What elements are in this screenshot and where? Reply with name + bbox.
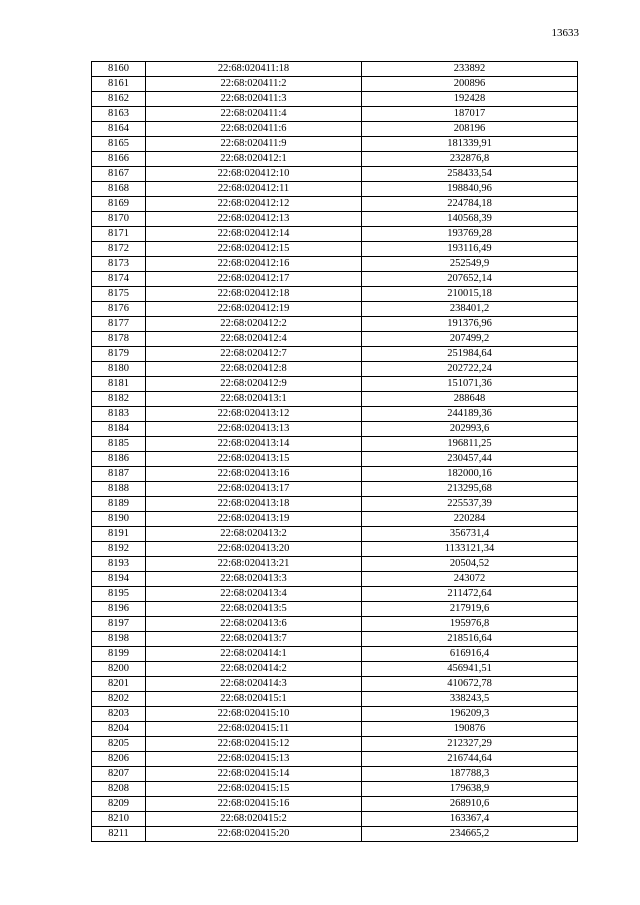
row-number-cell: 8207: [92, 767, 146, 782]
table-row: [92, 827, 578, 842]
value-cell: 187788,3: [362, 767, 578, 782]
cadastral-value-table: [91, 61, 578, 842]
table-row: [92, 677, 578, 692]
row-number-cell: 8204: [92, 722, 146, 737]
cadastral-number-cell: 22:68:020412:4: [146, 332, 362, 347]
row-number-cell: 8162: [92, 92, 146, 107]
row-number-cell: 8209: [92, 797, 146, 812]
cadastral-number-cell: 22:68:020415:14: [146, 767, 362, 782]
cadastral-number-cell: 22:68:020414:2: [146, 662, 362, 677]
cadastral-number-cell: 22:68:020413:4: [146, 587, 362, 602]
value-cell: 218516,64: [362, 632, 578, 647]
value-cell: 212327,29: [362, 737, 578, 752]
value-cell: 140568,39: [362, 212, 578, 227]
cadastral-number-cell: 22:68:020412:16: [146, 257, 362, 272]
cadastral-number-cell: 22:68:020415:20: [146, 827, 362, 842]
row-number-cell: 8208: [92, 782, 146, 797]
cadastral-number-cell: 22:68:020415:13: [146, 752, 362, 767]
row-number-cell: 8193: [92, 557, 146, 572]
cadastral-number-cell: 22:68:020413:3: [146, 572, 362, 587]
table-row: [92, 272, 578, 287]
row-number-cell: 8180: [92, 362, 146, 377]
table-body: [92, 62, 578, 842]
row-number-cell: 8194: [92, 572, 146, 587]
row-number-cell: 8182: [92, 392, 146, 407]
cadastral-number-cell: 22:68:020412:13: [146, 212, 362, 227]
cadastral-number-cell: 22:68:020412:7: [146, 347, 362, 362]
table-row: [92, 77, 578, 92]
table-row: [92, 767, 578, 782]
row-number-cell: 8165: [92, 137, 146, 152]
row-number-cell: 8181: [92, 377, 146, 392]
table-row: [92, 797, 578, 812]
value-cell: 196811,25: [362, 437, 578, 452]
cadastral-number-cell: 22:68:020413:16: [146, 467, 362, 482]
table-row: [92, 752, 578, 767]
value-cell: 196209,3: [362, 707, 578, 722]
row-number-cell: 8170: [92, 212, 146, 227]
cadastral-number-cell: 22:68:020413:2: [146, 527, 362, 542]
row-number-cell: 8167: [92, 167, 146, 182]
cadastral-number-cell: 22:68:020414:1: [146, 647, 362, 662]
value-cell: 187017: [362, 107, 578, 122]
value-cell: 238401,2: [362, 302, 578, 317]
cadastral-number-cell: 22:68:020412:1: [146, 152, 362, 167]
table-row: [92, 707, 578, 722]
value-cell: 151071,36: [362, 377, 578, 392]
row-number-cell: 8177: [92, 317, 146, 332]
value-cell: 190876: [362, 722, 578, 737]
value-cell: 225537,39: [362, 497, 578, 512]
row-number-cell: 8185: [92, 437, 146, 452]
value-cell: 243072: [362, 572, 578, 587]
table-row: [92, 137, 578, 152]
value-cell: 252549,9: [362, 257, 578, 272]
value-cell: 211472,64: [362, 587, 578, 602]
table-row: [92, 527, 578, 542]
cadastral-number-cell: 22:68:020412:18: [146, 287, 362, 302]
row-number-cell: 8174: [92, 272, 146, 287]
value-cell: 410672,78: [362, 677, 578, 692]
row-number-cell: 8191: [92, 527, 146, 542]
value-cell: 198840,96: [362, 182, 578, 197]
row-number-cell: 8189: [92, 497, 146, 512]
value-cell: 207652,14: [362, 272, 578, 287]
row-number-cell: 8203: [92, 707, 146, 722]
value-cell: 181339,91: [362, 137, 578, 152]
value-cell: 233892: [362, 62, 578, 77]
row-number-cell: 8206: [92, 752, 146, 767]
value-cell: 356731,4: [362, 527, 578, 542]
row-number-cell: 8202: [92, 692, 146, 707]
value-cell: 216744,64: [362, 752, 578, 767]
value-cell: 208196: [362, 122, 578, 137]
cadastral-number-cell: 22:68:020413:13: [146, 422, 362, 437]
table-row: [92, 647, 578, 662]
page-number: 13633: [551, 27, 579, 39]
value-cell: 258433,54: [362, 167, 578, 182]
row-number-cell: 8161: [92, 77, 146, 92]
table-row: [92, 812, 578, 827]
table-row: [92, 722, 578, 737]
table-row: [92, 122, 578, 137]
value-cell: 234665,2: [362, 827, 578, 842]
cadastral-number-cell: 22:68:020412:19: [146, 302, 362, 317]
cadastral-number-cell: 22:68:020415:10: [146, 707, 362, 722]
table-row: [92, 242, 578, 257]
cadastral-number-cell: 22:68:020412:15: [146, 242, 362, 257]
cadastral-number-cell: 22:68:020412:14: [146, 227, 362, 242]
value-cell: 288648: [362, 392, 578, 407]
table-row: [92, 452, 578, 467]
row-number-cell: 8171: [92, 227, 146, 242]
cadastral-number-cell: 22:68:020413:18: [146, 497, 362, 512]
table-row: [92, 497, 578, 512]
value-cell: 210015,18: [362, 287, 578, 302]
cadastral-number-cell: 22:68:020411:18: [146, 62, 362, 77]
value-cell: 20504,52: [362, 557, 578, 572]
table-row: [92, 632, 578, 647]
table-row: [92, 212, 578, 227]
table-row: [92, 227, 578, 242]
cadastral-number-cell: 22:68:020412:17: [146, 272, 362, 287]
table-row: [92, 737, 578, 752]
table-row: [92, 107, 578, 122]
table-row: [92, 332, 578, 347]
value-cell: 191376,96: [362, 317, 578, 332]
cadastral-number-cell: 22:68:020413:5: [146, 602, 362, 617]
table-row: [92, 152, 578, 167]
row-number-cell: 8169: [92, 197, 146, 212]
value-cell: 251984,64: [362, 347, 578, 362]
value-cell: 193769,28: [362, 227, 578, 242]
cadastral-number-cell: 22:68:020415:1: [146, 692, 362, 707]
cadastral-number-cell: 22:68:020413:12: [146, 407, 362, 422]
cadastral-number-cell: 22:68:020415:11: [146, 722, 362, 737]
row-number-cell: 8178: [92, 332, 146, 347]
cadastral-number-cell: 22:68:020411:3: [146, 92, 362, 107]
table-row: [92, 572, 578, 587]
table-row: [92, 167, 578, 182]
row-number-cell: 8190: [92, 512, 146, 527]
cadastral-number-cell: 22:68:020411:6: [146, 122, 362, 137]
cadastral-number-cell: 22:68:020412:12: [146, 197, 362, 212]
row-number-cell: 8172: [92, 242, 146, 257]
cadastral-number-cell: 22:68:020415:16: [146, 797, 362, 812]
cadastral-number-cell: 22:68:020413:15: [146, 452, 362, 467]
cadastral-number-cell: 22:68:020413:7: [146, 632, 362, 647]
row-number-cell: 8173: [92, 257, 146, 272]
row-number-cell: 8197: [92, 617, 146, 632]
table-row: [92, 437, 578, 452]
value-cell: 232876,8: [362, 152, 578, 167]
table-row: [92, 407, 578, 422]
table-row: [92, 302, 578, 317]
table-row: [92, 587, 578, 602]
row-number-cell: 8199: [92, 647, 146, 662]
row-number-cell: 8186: [92, 452, 146, 467]
row-number-cell: 8179: [92, 347, 146, 362]
value-cell: 195976,8: [362, 617, 578, 632]
table-row: [92, 392, 578, 407]
table-row: [92, 62, 578, 77]
row-number-cell: 8205: [92, 737, 146, 752]
cadastral-number-cell: 22:68:020415:15: [146, 782, 362, 797]
table-row: [92, 467, 578, 482]
value-cell: 230457,44: [362, 452, 578, 467]
value-cell: 616916,4: [362, 647, 578, 662]
value-cell: 163367,4: [362, 812, 578, 827]
row-number-cell: 8184: [92, 422, 146, 437]
table-row: [92, 482, 578, 497]
table-row: [92, 422, 578, 437]
value-cell: 220284: [362, 512, 578, 527]
value-cell: 179638,9: [362, 782, 578, 797]
table-row: [92, 362, 578, 377]
cadastral-number-cell: 22:68:020413:14: [146, 437, 362, 452]
table-row: [92, 542, 578, 557]
row-number-cell: 8183: [92, 407, 146, 422]
cadastral-number-cell: 22:68:020411:2: [146, 77, 362, 92]
table-row: [92, 347, 578, 362]
row-number-cell: 8160: [92, 62, 146, 77]
table-row: [92, 512, 578, 527]
row-number-cell: 8201: [92, 677, 146, 692]
table-row: [92, 377, 578, 392]
row-number-cell: 8210: [92, 812, 146, 827]
cadastral-number-cell: 22:68:020411:9: [146, 137, 362, 152]
value-cell: 268910,6: [362, 797, 578, 812]
cadastral-number-cell: 22:68:020415:2: [146, 812, 362, 827]
cadastral-number-cell: 22:68:020414:3: [146, 677, 362, 692]
table-row: [92, 617, 578, 632]
value-cell: 1133121,34: [362, 542, 578, 557]
row-number-cell: 8200: [92, 662, 146, 677]
value-cell: 207499,2: [362, 332, 578, 347]
table-row: [92, 602, 578, 617]
value-cell: 193116,49: [362, 242, 578, 257]
row-number-cell: 8164: [92, 122, 146, 137]
table-row: [92, 692, 578, 707]
cadastral-number-cell: 22:68:020412:11: [146, 182, 362, 197]
row-number-cell: 8163: [92, 107, 146, 122]
row-number-cell: 8188: [92, 482, 146, 497]
table-row: [92, 182, 578, 197]
table-row: [92, 317, 578, 332]
value-cell: 202722,24: [362, 362, 578, 377]
row-number-cell: 8192: [92, 542, 146, 557]
cadastral-number-cell: 22:68:020413:6: [146, 617, 362, 632]
row-number-cell: 8198: [92, 632, 146, 647]
cadastral-number-cell: 22:68:020413:19: [146, 512, 362, 527]
value-cell: 182000,16: [362, 467, 578, 482]
table-row: [92, 257, 578, 272]
value-cell: 338243,5: [362, 692, 578, 707]
row-number-cell: 8196: [92, 602, 146, 617]
cadastral-number-cell: 22:68:020415:12: [146, 737, 362, 752]
table-row: [92, 557, 578, 572]
row-number-cell: 8195: [92, 587, 146, 602]
row-number-cell: 8175: [92, 287, 146, 302]
cadastral-number-cell: 22:68:020412:10: [146, 167, 362, 182]
cadastral-number-cell: 22:68:020413:17: [146, 482, 362, 497]
row-number-cell: 8187: [92, 467, 146, 482]
cadastral-number-cell: 22:68:020412:9: [146, 377, 362, 392]
value-cell: 200896: [362, 77, 578, 92]
value-cell: 456941,51: [362, 662, 578, 677]
value-cell: 244189,36: [362, 407, 578, 422]
table-row: [92, 287, 578, 302]
row-number-cell: 8166: [92, 152, 146, 167]
row-number-cell: 8168: [92, 182, 146, 197]
row-number-cell: 8211: [92, 827, 146, 842]
cadastral-number-cell: 22:68:020411:4: [146, 107, 362, 122]
table-row: [92, 782, 578, 797]
cadastral-number-cell: 22:68:020412:8: [146, 362, 362, 377]
value-cell: 213295,68: [362, 482, 578, 497]
table-row: [92, 662, 578, 677]
table-row: [92, 92, 578, 107]
row-number-cell: 8176: [92, 302, 146, 317]
cadastral-number-cell: 22:68:020413:21: [146, 557, 362, 572]
cadastral-number-cell: 22:68:020413:1: [146, 392, 362, 407]
cadastral-number-cell: 22:68:020412:2: [146, 317, 362, 332]
value-cell: 202993,6: [362, 422, 578, 437]
table-row: [92, 197, 578, 212]
value-cell: 192428: [362, 92, 578, 107]
cadastral-number-cell: 22:68:020413:20: [146, 542, 362, 557]
value-cell: 224784,18: [362, 197, 578, 212]
value-cell: 217919,6: [362, 602, 578, 617]
